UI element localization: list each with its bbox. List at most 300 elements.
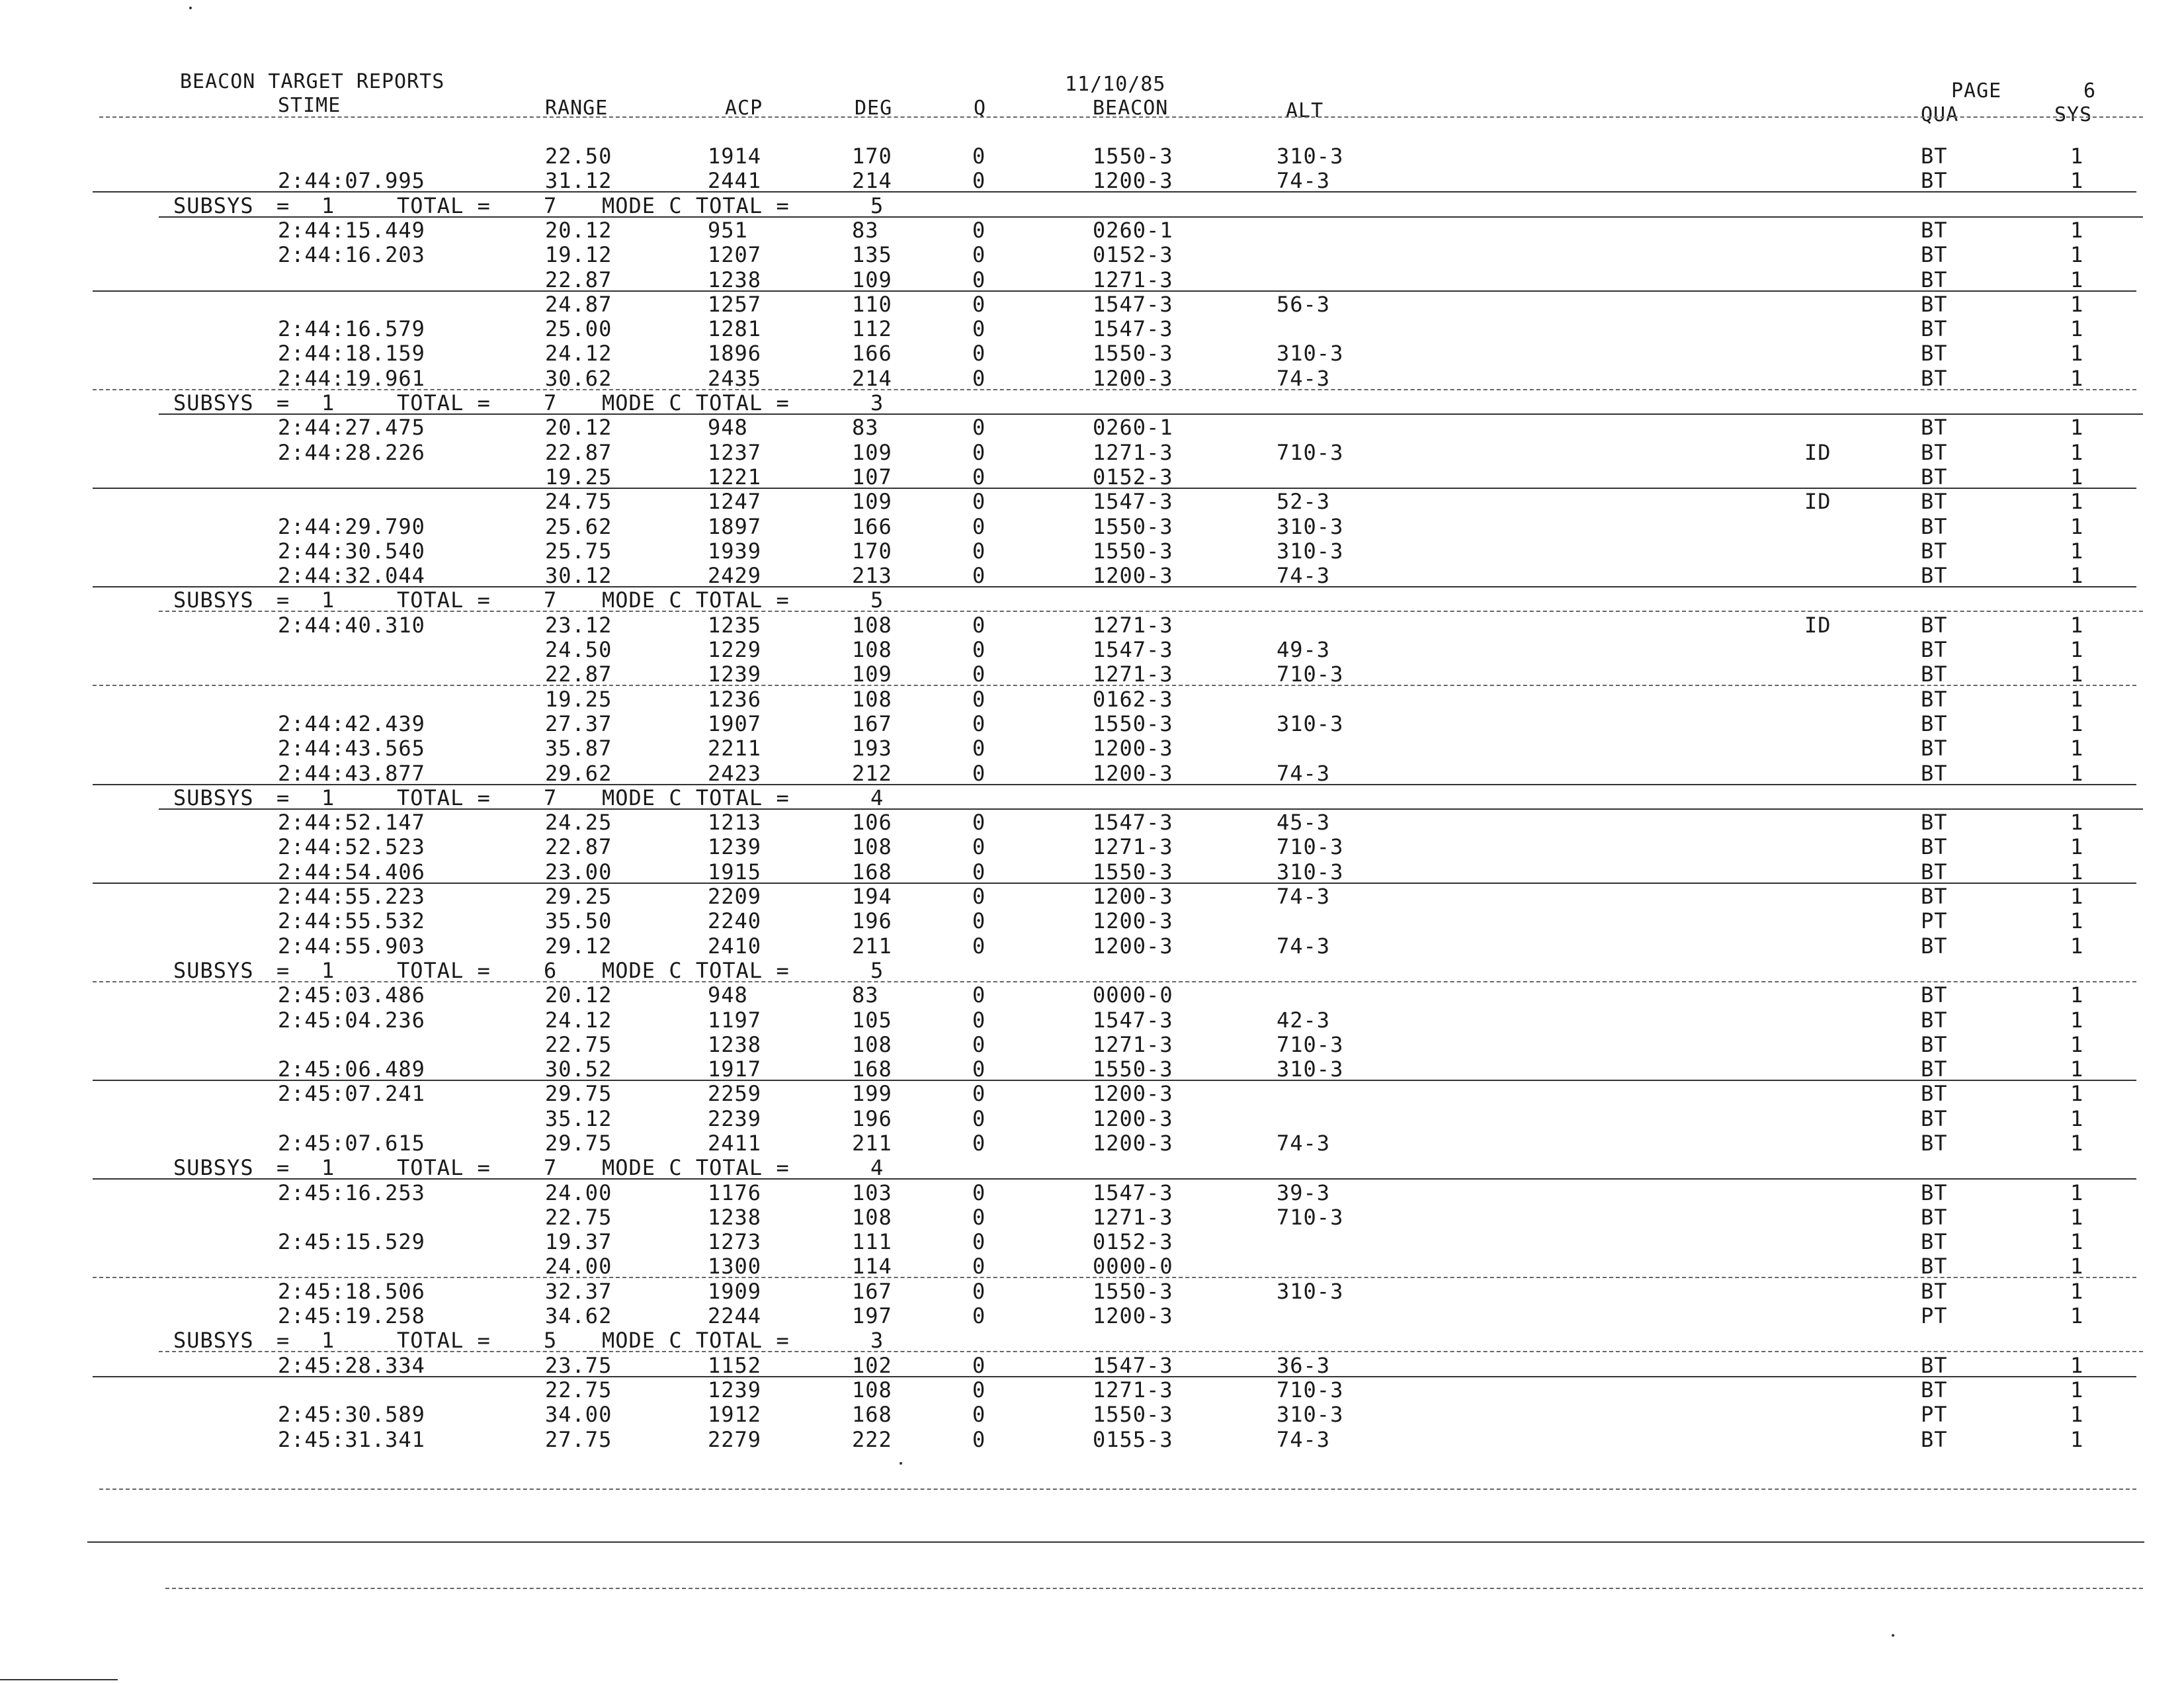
- cell-sys: 1: [2070, 711, 2084, 736]
- cell-range: 24.00: [545, 1254, 612, 1279]
- cell-deg: 168: [852, 1057, 892, 1082]
- subsys-total-label: TOTAL =: [397, 1155, 491, 1180]
- cell-deg: 211: [852, 1131, 892, 1156]
- col-header-qua: QUA: [1921, 103, 1959, 126]
- subsys-subsys-label: SUBSYS: [173, 390, 254, 415]
- cell-deg: 110: [852, 292, 892, 317]
- subsys-mode-label: MODE C TOTAL =: [602, 785, 790, 810]
- cell-deg: 222: [852, 1427, 892, 1452]
- cell-qua: BT: [1921, 292, 1948, 317]
- cell-sys: 1: [2070, 341, 2084, 366]
- cell-alt: 74-3: [1277, 933, 1331, 959]
- cell-deg: 109: [852, 267, 892, 292]
- cell-qua: BT: [1921, 168, 1948, 193]
- cell-qua: BT: [1921, 1106, 1948, 1131]
- cell-stime: 2:45:03.486: [278, 982, 425, 1008]
- page-number: 6: [2083, 79, 2097, 103]
- cell-deg: 212: [852, 761, 892, 786]
- cell-range: 22.87: [545, 440, 612, 465]
- cell-beacon: 1271-3: [1093, 1205, 1173, 1230]
- cell-range: 20.12: [545, 415, 612, 440]
- cell-q: 0: [972, 1032, 986, 1057]
- cell-q: 0: [972, 292, 986, 317]
- cell-q: 0: [972, 1377, 986, 1402]
- cell-acp: 1207: [708, 242, 762, 267]
- cell-beacon: 1550-3: [1093, 514, 1173, 539]
- cell-sys: 1: [2070, 1353, 2084, 1378]
- cell-sys: 1: [2070, 1032, 2084, 1057]
- cell-id: ID: [1804, 440, 1831, 465]
- cell-q: 0: [972, 1254, 986, 1279]
- cell-range: 23.12: [545, 613, 612, 638]
- cell-q: 0: [972, 1106, 986, 1131]
- cell-acp: 1247: [708, 489, 762, 514]
- cell-range: 23.00: [545, 859, 612, 885]
- cell-qua: BT: [1921, 637, 1948, 662]
- ink-speck: [1892, 1634, 1894, 1637]
- cell-range: 29.12: [545, 933, 612, 959]
- cell-alt: 710-3: [1277, 834, 1344, 859]
- cell-qua: PT: [1921, 1402, 1948, 1427]
- subsys-subsys: 1: [321, 390, 335, 415]
- cell-stime: 2:44:42.439: [278, 711, 425, 736]
- cell-stime: 2:44:40.310: [278, 613, 425, 638]
- row-rule: [93, 1178, 2136, 1180]
- cell-acp: 1239: [708, 834, 762, 859]
- cell-sys: 1: [2070, 637, 2084, 662]
- cell-stime: 2:44:16.203: [278, 242, 425, 267]
- cell-stime: 2:44:15.449: [278, 218, 425, 243]
- cell-q: 0: [972, 144, 986, 169]
- cell-stime: 2:44:27.475: [278, 415, 425, 440]
- cell-acp: 1281: [708, 316, 762, 341]
- cell-stime: 2:45:06.489: [278, 1057, 425, 1082]
- cell-beacon: 1550-3: [1093, 144, 1173, 169]
- subsys-total: 7: [544, 587, 558, 613]
- subsys-total-label: TOTAL =: [397, 958, 491, 983]
- cell-sys: 1: [2070, 316, 2084, 341]
- cell-alt: 74-3: [1277, 1131, 1331, 1156]
- cell-alt: 310-3: [1277, 1279, 1344, 1304]
- cell-beacon: 0000-0: [1093, 1254, 1173, 1279]
- cell-deg: 170: [852, 144, 892, 169]
- cell-beacon: 1200-3: [1093, 761, 1173, 786]
- cell-deg: 166: [852, 341, 892, 366]
- cell-stime: 2:45:16.253: [278, 1180, 425, 1205]
- cell-beacon: 1550-3: [1093, 539, 1173, 564]
- cell-beacon: 1271-3: [1093, 267, 1173, 292]
- cell-qua: BT: [1921, 218, 1948, 243]
- cell-deg: 83: [852, 982, 879, 1008]
- cell-qua: PT: [1921, 908, 1948, 933]
- subsys-subsys: 1: [321, 1328, 335, 1353]
- cell-beacon: 1550-3: [1093, 1279, 1173, 1304]
- cell-sys: 1: [2070, 464, 2084, 490]
- cell-sys: 1: [2070, 859, 2084, 885]
- subsys-subsys-label: SUBSYS: [173, 587, 254, 613]
- cell-sys: 1: [2070, 366, 2084, 391]
- cell-q: 0: [972, 242, 986, 267]
- cell-deg: 108: [852, 834, 892, 859]
- subsys-mode-label: MODE C TOTAL =: [602, 193, 790, 218]
- cell-beacon: 1547-3: [1093, 1180, 1173, 1205]
- cell-alt: 49-3: [1277, 637, 1331, 662]
- cell-acp: 948: [708, 415, 748, 440]
- cell-stime: 2:45:04.236: [278, 1008, 425, 1033]
- subsys-mode-total: 5: [870, 958, 884, 983]
- cell-range: 22.87: [545, 662, 612, 687]
- cell-acp: 1915: [708, 859, 762, 885]
- cell-stime: 2:45:07.241: [278, 1081, 425, 1106]
- cell-sys: 1: [2070, 144, 2084, 169]
- cell-acp: 2211: [708, 736, 762, 761]
- cell-deg: 111: [852, 1229, 892, 1254]
- cell-stime: 2:44:54.406: [278, 859, 425, 885]
- subsys-total: 7: [544, 785, 558, 810]
- cell-range: 29.75: [545, 1131, 612, 1156]
- cell-qua: BT: [1921, 613, 1948, 638]
- cell-acp: 1909: [708, 1279, 762, 1304]
- cell-alt: 710-3: [1277, 1205, 1344, 1230]
- cell-range: 29.25: [545, 884, 612, 909]
- cell-sys: 1: [2070, 908, 2084, 933]
- cell-q: 0: [972, 341, 986, 366]
- cell-deg: 135: [852, 242, 892, 267]
- cell-stime: 2:44:18.159: [278, 341, 425, 366]
- cell-sys: 1: [2070, 563, 2084, 588]
- cell-sys: 1: [2070, 415, 2084, 440]
- cell-beacon: 1271-3: [1093, 662, 1173, 687]
- cell-deg: 83: [852, 415, 879, 440]
- cell-deg: 196: [852, 908, 892, 933]
- cell-stime: 2:45:30.589: [278, 1402, 425, 1427]
- cell-range: 29.75: [545, 1081, 612, 1106]
- cell-acp: 1197: [708, 1008, 762, 1033]
- cell-range: 29.62: [545, 761, 612, 786]
- cell-q: 0: [972, 1303, 986, 1328]
- cell-acp: 2410: [708, 933, 762, 959]
- cell-q: 0: [972, 1279, 986, 1304]
- cell-deg: 109: [852, 662, 892, 687]
- cell-alt: 310-3: [1277, 1057, 1344, 1082]
- cell-q: 0: [972, 563, 986, 588]
- report-title: BEACON TARGET REPORTS: [180, 70, 445, 93]
- cell-acp: 1237: [708, 440, 762, 465]
- cell-stime: 2:44:55.903: [278, 933, 425, 959]
- subsys-total-label: TOTAL =: [397, 193, 491, 218]
- cell-beacon: 1547-3: [1093, 292, 1173, 317]
- cell-range: 30.12: [545, 563, 612, 588]
- cell-acp: 1914: [708, 144, 762, 169]
- cell-acp: 1176: [708, 1180, 762, 1205]
- subsys-subsys: 1: [321, 193, 335, 218]
- cell-beacon: 1271-3: [1093, 613, 1173, 638]
- cell-q: 0: [972, 316, 986, 341]
- cell-deg: 168: [852, 859, 892, 885]
- cell-sys: 1: [2070, 1427, 2084, 1452]
- cell-q: 0: [972, 464, 986, 490]
- cell-alt: 74-3: [1277, 761, 1331, 786]
- cell-qua: BT: [1921, 1353, 1948, 1378]
- cell-beacon: 1200-3: [1093, 563, 1173, 588]
- cell-acp: 1221: [708, 464, 762, 490]
- cell-sys: 1: [2070, 1229, 2084, 1254]
- cell-qua: BT: [1921, 1081, 1948, 1106]
- cell-stime: 2:45:07.615: [278, 1131, 425, 1156]
- cell-q: 0: [972, 711, 986, 736]
- cell-q: 0: [972, 637, 986, 662]
- cell-qua: BT: [1921, 1180, 1948, 1205]
- col-header-stime: STIME: [278, 94, 341, 117]
- cell-id: ID: [1804, 613, 1831, 638]
- cell-sys: 1: [2070, 834, 2084, 859]
- subsys-subsys: 1: [321, 587, 335, 613]
- cell-range: 20.12: [545, 982, 612, 1008]
- cell-deg: 108: [852, 1032, 892, 1057]
- cell-beacon: 1550-3: [1093, 1402, 1173, 1427]
- cell-stime: 2:44:07.995: [278, 168, 425, 193]
- cell-sys: 1: [2070, 539, 2084, 564]
- cell-acp: 2441: [708, 168, 762, 193]
- cell-qua: BT: [1921, 1279, 1948, 1304]
- cell-q: 0: [972, 662, 986, 687]
- cell-acp: 1238: [708, 267, 762, 292]
- subsys-mode-total: 5: [870, 587, 884, 613]
- cell-range: 24.12: [545, 1008, 612, 1033]
- cell-alt: 310-3: [1277, 144, 1344, 169]
- cell-alt: 56-3: [1277, 292, 1331, 317]
- cell-qua: BT: [1921, 933, 1948, 959]
- cell-acp: 1907: [708, 711, 762, 736]
- cell-qua: BT: [1921, 711, 1948, 736]
- cell-sys: 1: [2070, 514, 2084, 539]
- row-rule: [159, 611, 2143, 612]
- cell-stime: 2:44:43.565: [278, 736, 425, 761]
- cell-q: 0: [972, 859, 986, 885]
- cell-beacon: 1271-3: [1093, 1377, 1173, 1402]
- cell-q: 0: [972, 761, 986, 786]
- cell-deg: 83: [852, 218, 879, 243]
- cell-acp: 1896: [708, 341, 762, 366]
- cell-acp: 1239: [708, 662, 762, 687]
- cell-sys: 1: [2070, 982, 2084, 1008]
- cell-beacon: 1200-3: [1093, 366, 1173, 391]
- cell-range: 27.75: [545, 1427, 612, 1452]
- cell-sys: 1: [2070, 1377, 2084, 1402]
- cell-alt: 74-3: [1277, 884, 1331, 909]
- cell-q: 0: [972, 218, 986, 243]
- row-rule: [93, 685, 2136, 686]
- cell-stime: 2:45:31.341: [278, 1427, 425, 1452]
- cell-acp: 1152: [708, 1353, 762, 1378]
- cell-qua: BT: [1921, 662, 1948, 687]
- cell-deg: 107: [852, 464, 892, 490]
- cell-sys: 1: [2070, 810, 2084, 835]
- col-header-sys: SYS: [2054, 103, 2093, 126]
- subsys-subsys-label: SUBSYS: [173, 193, 254, 218]
- cell-q: 0: [972, 687, 986, 712]
- subsys-mode-label: MODE C TOTAL =: [602, 390, 790, 415]
- cell-acp: 1229: [708, 637, 762, 662]
- cell-range: 22.50: [545, 144, 612, 169]
- cell-q: 0: [972, 933, 986, 959]
- cell-alt: 310-3: [1277, 859, 1344, 885]
- cell-sys: 1: [2070, 1279, 2084, 1304]
- cell-sys: 1: [2070, 687, 2084, 712]
- subsys-subsys-label: SUBSYS: [173, 1155, 254, 1180]
- subsys-subsys-label: SUBSYS: [173, 785, 254, 810]
- cell-qua: BT: [1921, 144, 1948, 169]
- cell-alt: 710-3: [1277, 1377, 1344, 1402]
- cell-q: 0: [972, 415, 986, 440]
- cell-acp: 2435: [708, 366, 762, 391]
- cell-q: 0: [972, 1229, 986, 1254]
- footer-rule: [87, 1541, 2144, 1543]
- cell-acp: 1273: [708, 1229, 762, 1254]
- cell-beacon: 1200-3: [1093, 884, 1173, 909]
- col-header-range: RANGE: [545, 97, 609, 120]
- cell-acp: 1897: [708, 514, 762, 539]
- cell-qua: BT: [1921, 1008, 1948, 1033]
- cell-stime: 2:44:30.540: [278, 539, 425, 564]
- cell-q: 0: [972, 1427, 986, 1452]
- ink-speck: [189, 7, 192, 9]
- cell-acp: 1238: [708, 1205, 762, 1230]
- cell-sys: 1: [2070, 1131, 2084, 1156]
- cell-range: 19.25: [545, 464, 612, 490]
- cell-stime: 2:44:28.226: [278, 440, 425, 465]
- cell-q: 0: [972, 489, 986, 514]
- cell-acp: 2279: [708, 1427, 762, 1452]
- cell-sys: 1: [2070, 168, 2084, 193]
- cell-range: 27.37: [545, 711, 612, 736]
- cell-q: 0: [972, 366, 986, 391]
- cell-acp: 1257: [708, 292, 762, 317]
- subsys-total-label: TOTAL =: [397, 1328, 491, 1353]
- row-rule: [93, 1277, 2136, 1278]
- cell-beacon: 1547-3: [1093, 1008, 1173, 1033]
- cell-range: 30.52: [545, 1057, 612, 1082]
- cell-qua: BT: [1921, 267, 1948, 292]
- cell-q: 0: [972, 982, 986, 1008]
- subsys-total: 7: [544, 1155, 558, 1180]
- cell-stime: 2:44:29.790: [278, 514, 425, 539]
- cell-qua: BT: [1921, 736, 1948, 761]
- cell-deg: 109: [852, 489, 892, 514]
- cell-range: 24.50: [545, 637, 612, 662]
- cell-beacon: 1200-3: [1093, 1106, 1173, 1131]
- cell-qua: BT: [1921, 761, 1948, 786]
- cell-acp: 2429: [708, 563, 762, 588]
- cell-sys: 1: [2070, 761, 2084, 786]
- subsys-mode-total: 3: [870, 390, 884, 415]
- cell-acp: 2209: [708, 884, 762, 909]
- cell-acp: 1912: [708, 1402, 762, 1427]
- cell-qua: BT: [1921, 366, 1948, 391]
- cell-stime: 2:45:18.506: [278, 1279, 425, 1304]
- subsys-total: 7: [544, 390, 558, 415]
- cell-alt: 52-3: [1277, 489, 1331, 514]
- cell-range: 24.25: [545, 810, 612, 835]
- cell-sys: 1: [2070, 267, 2084, 292]
- cell-q: 0: [972, 884, 986, 909]
- cell-range: 22.75: [545, 1377, 612, 1402]
- cell-beacon: 1200-3: [1093, 168, 1173, 193]
- cell-range: 35.12: [545, 1106, 612, 1131]
- cell-q: 0: [972, 1205, 986, 1230]
- cell-stime: 2:44:16.579: [278, 316, 425, 341]
- cell-acp: 951: [708, 218, 748, 243]
- cell-q: 0: [972, 1131, 986, 1156]
- subsys-total: 7: [544, 193, 558, 218]
- cell-range: 20.12: [545, 218, 612, 243]
- report-date: 11/10/85: [1065, 73, 1166, 96]
- cell-beacon: 1271-3: [1093, 834, 1173, 859]
- cell-sys: 1: [2070, 1205, 2084, 1230]
- cell-beacon: 0152-3: [1093, 1229, 1173, 1254]
- cell-qua: BT: [1921, 1205, 1948, 1230]
- cell-sys: 1: [2070, 662, 2084, 687]
- cell-beacon: 0000-0: [1093, 982, 1173, 1008]
- cell-alt: 45-3: [1277, 810, 1331, 835]
- cell-deg: 108: [852, 613, 892, 638]
- page-label: PAGE: [1951, 79, 2002, 103]
- cell-qua: BT: [1921, 316, 1948, 341]
- footer-rule: [99, 1489, 2136, 1490]
- col-header-q: Q: [974, 97, 987, 120]
- cell-acp: 1239: [708, 1377, 762, 1402]
- cell-alt: 310-3: [1277, 1402, 1344, 1427]
- cell-beacon: 0162-3: [1093, 687, 1173, 712]
- cell-qua: BT: [1921, 1377, 1948, 1402]
- subsys-subsys: 1: [321, 958, 335, 983]
- cell-sys: 1: [2070, 736, 2084, 761]
- cell-qua: BT: [1921, 440, 1948, 465]
- header-underline: [99, 116, 2143, 118]
- cell-sys: 1: [2070, 933, 2084, 959]
- cell-qua: BT: [1921, 464, 1948, 490]
- cell-acp: 2259: [708, 1081, 762, 1106]
- cell-qua: PT: [1921, 1303, 1948, 1328]
- cell-stime: 2:45:28.334: [278, 1353, 425, 1378]
- subsys-total-label: TOTAL =: [397, 390, 491, 415]
- cell-range: 24.87: [545, 292, 612, 317]
- footer-rule: [165, 1588, 2143, 1589]
- cell-stime: 2:44:52.147: [278, 810, 425, 835]
- cell-q: 0: [972, 613, 986, 638]
- cell-deg: 108: [852, 1377, 892, 1402]
- cell-deg: 103: [852, 1180, 892, 1205]
- cell-qua: BT: [1921, 563, 1948, 588]
- cell-acp: 1238: [708, 1032, 762, 1057]
- cell-sys: 1: [2070, 1402, 2084, 1427]
- cell-range: 30.62: [545, 366, 612, 391]
- cell-deg: 211: [852, 933, 892, 959]
- cell-deg: 108: [852, 1205, 892, 1230]
- cell-beacon: 1271-3: [1093, 440, 1173, 465]
- cell-acp: 2239: [708, 1106, 762, 1131]
- cell-beacon: 1550-3: [1093, 1057, 1173, 1082]
- cell-deg: 197: [852, 1303, 892, 1328]
- cell-beacon: 1271-3: [1093, 1032, 1173, 1057]
- cell-beacon: 1547-3: [1093, 1353, 1173, 1378]
- cell-beacon: 1550-3: [1093, 341, 1173, 366]
- cell-range: 19.37: [545, 1229, 612, 1254]
- cell-sys: 1: [2070, 1057, 2084, 1082]
- cell-beacon: 0155-3: [1093, 1427, 1173, 1452]
- cell-q: 0: [972, 1353, 986, 1378]
- cell-range: 23.75: [545, 1353, 612, 1378]
